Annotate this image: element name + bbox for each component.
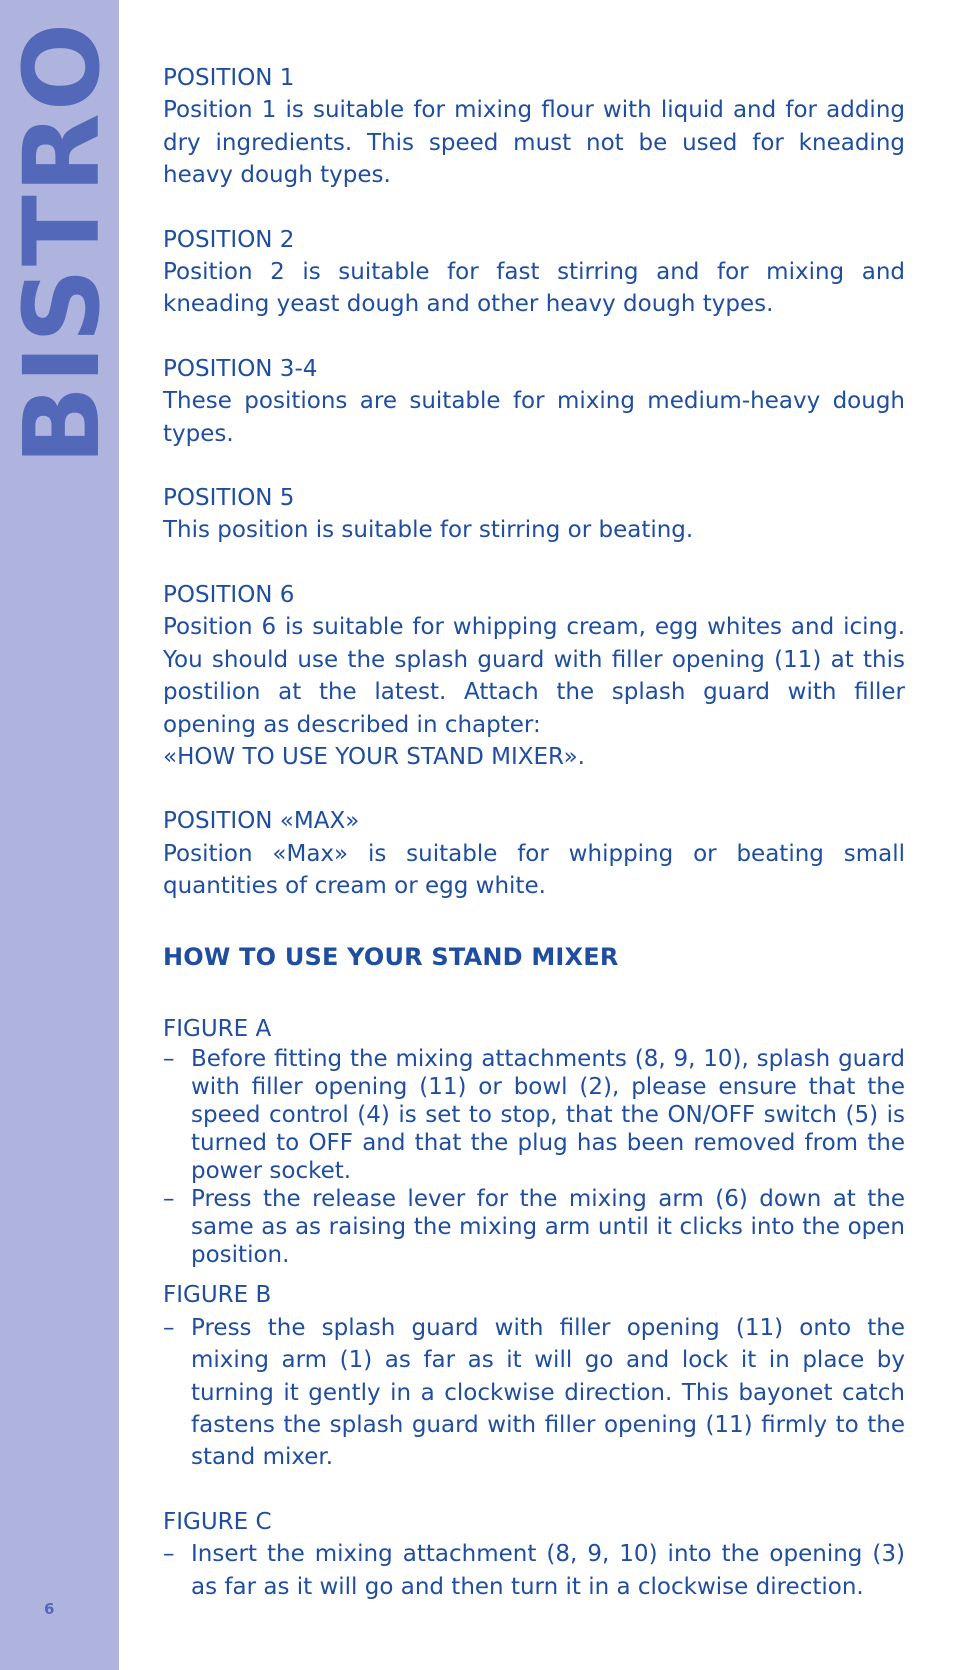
figure-b-block bbox=[163, 1279, 905, 1473]
list-item-text: Press the release lever for the mixing arm (6) down at the same as as raising the mixing arm until it clicks into the open position. bbox=[191, 1186, 905, 1269]
dash-bullet: – bbox=[163, 1541, 175, 1568]
dash-bullet: – bbox=[163, 1186, 175, 1213]
figure-label: FIGURE B bbox=[163, 1282, 272, 1309]
position-heading: POSITION 2 bbox=[163, 226, 295, 253]
figure-c-block bbox=[163, 1506, 905, 1603]
chapter-reference: «HOW TO USE YOUR STAND MIXER». bbox=[163, 743, 585, 770]
list-item-text: Press the splash guard with filler opening (11) onto the mixing arm (1) as far as it will go and lock it in place by turning it gently in a clockwise direction. This bayonet catch fastens the splash guard with filler opening (11) firmly to the stand mixer. bbox=[191, 1314, 905, 1471]
dash-bullet: – bbox=[163, 1046, 175, 1073]
document-content bbox=[163, 62, 905, 1635]
brand-logo-text: BISTRO bbox=[1, 20, 123, 465]
position-description: Position 6 is suitable for whipping cream, egg whites and icing. You should use the splash guard with filler opening (11) at this postilion at the latest. Attach the splash guard with filler opening as described in chapter: bbox=[163, 614, 905, 738]
position-description: Position «Max» is suitable for whipping or beating small quantities of cream or egg white. bbox=[163, 840, 905, 900]
sidebar bbox=[0, 0, 123, 1670]
position-description: Position 1 is suitable for mixing flour with liquid and for adding dry ingredients. This speed must not be used for kneading heavy dough types. bbox=[163, 97, 905, 189]
position-description: Position 2 is suitable for fast stirring and for mixing and kneading yeast dough and other heavy dough types. bbox=[163, 259, 905, 318]
position-max-block bbox=[163, 805, 905, 902]
position-2-block bbox=[163, 224, 905, 321]
position-1-block bbox=[163, 62, 905, 192]
position-description: This position is suitable for stirring or beating. bbox=[163, 517, 694, 544]
figure-label: FIGURE C bbox=[163, 1508, 272, 1535]
position-description: These positions are suitable for mixing medium-heavy dough types. bbox=[163, 388, 905, 447]
list-item-text: Before fitting the mixing attachments (8, 9, 10), splash guard with filler opening (11) or bowl (2), please ensure that the speed control (4) is set to stop, that the ON/OFF switch (5) is turned to OFF and that the plug has been removed from the power socket. bbox=[191, 1046, 905, 1185]
page-number: 6 bbox=[44, 1600, 55, 1618]
section-title: HOW TO USE YOUR STAND MIXER bbox=[163, 942, 619, 971]
position-heading: POSITION 3-4 bbox=[163, 355, 318, 382]
figure-c-list bbox=[163, 1538, 905, 1603]
position-3-4-block bbox=[163, 353, 905, 450]
position-6-block bbox=[163, 579, 905, 773]
list-item bbox=[163, 1538, 905, 1603]
figure-label: FIGURE A bbox=[163, 1015, 272, 1042]
figure-b-list bbox=[163, 1312, 905, 1474]
position-5-block bbox=[163, 482, 905, 547]
position-heading: POSITION 5 bbox=[163, 485, 295, 512]
figure-a-block bbox=[163, 1013, 905, 1269]
list-item bbox=[163, 1312, 905, 1474]
list-item bbox=[163, 1185, 905, 1269]
list-item-text: Insert the mixing attachment (8, 9, 10) into the opening (3) as far as it will go and then turn it in a clockwise direction. bbox=[191, 1541, 905, 1600]
position-heading: POSITION 1 bbox=[163, 65, 295, 91]
position-heading: POSITION «MAX» bbox=[163, 808, 360, 835]
position-heading: POSITION 6 bbox=[163, 581, 295, 608]
figure-a-list bbox=[163, 1045, 905, 1269]
dash-bullet: – bbox=[163, 1314, 175, 1341]
list-item bbox=[163, 1045, 905, 1185]
